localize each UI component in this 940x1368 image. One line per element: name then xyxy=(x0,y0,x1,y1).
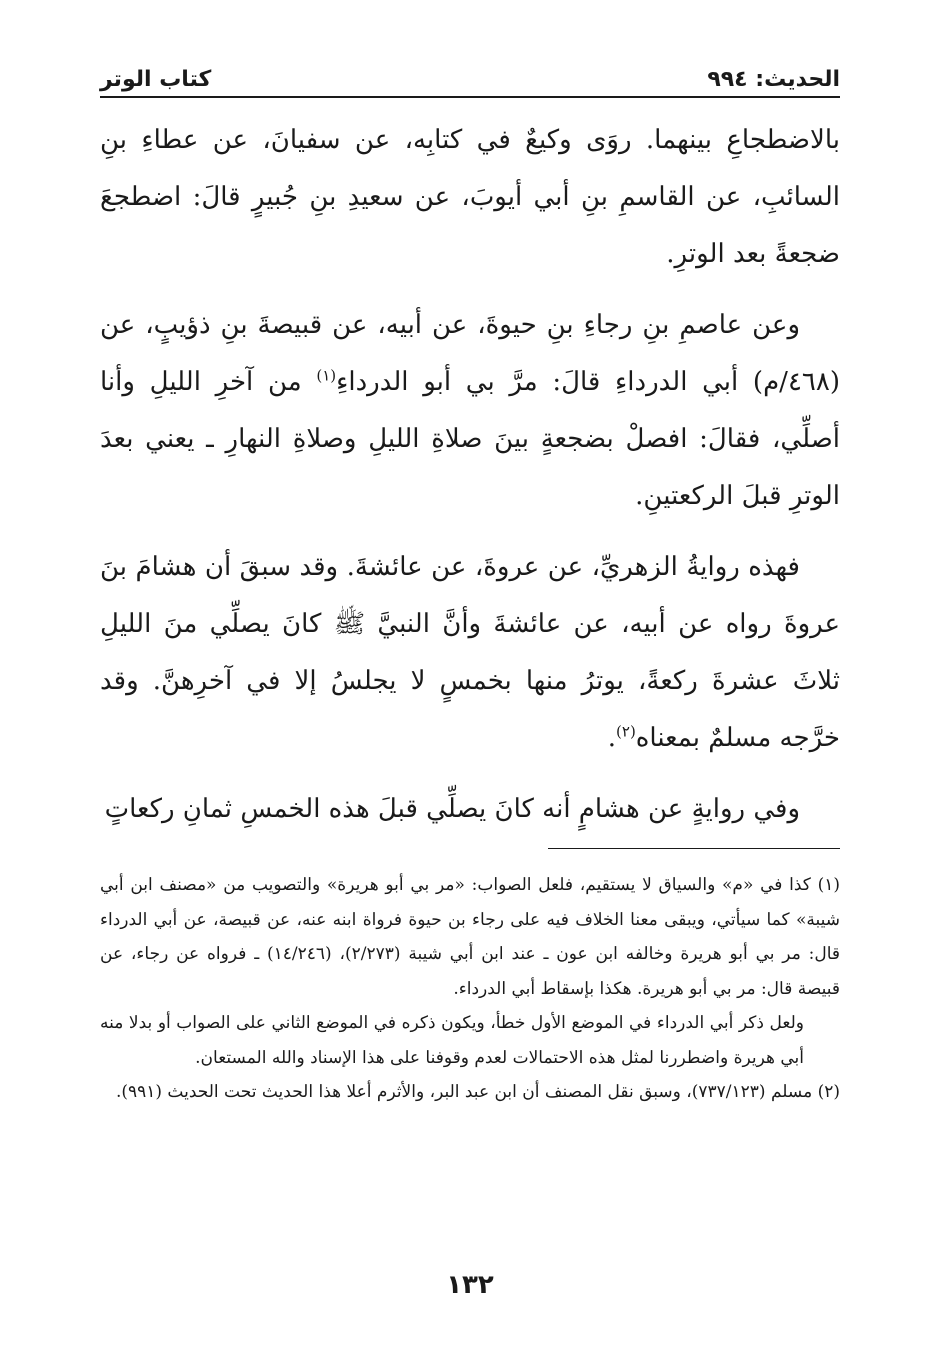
paragraph-2-text-a: وعن عاصمِ بنِ رجاءِ بنِ حيوةَ، عن أبيه، عن قبيصةَ بنِ ذؤيبٍ، عن (٤٦٨/م) أبي الدرداءِ قالَ: مرَّ بي أبو الدرداءِ xyxy=(100,310,840,397)
running-header xyxy=(100,58,840,92)
hadith-number: الحديث: ٩٩٤ xyxy=(707,67,840,92)
header-divider xyxy=(100,96,840,98)
main-text xyxy=(100,112,840,852)
footnote-ref-1[interactable]: (١) xyxy=(316,366,337,385)
footnote-ref-2[interactable]: (٢) xyxy=(616,722,636,741)
paragraph-3-text-a: فهذه روايةُ الزهريِّ، عن عروةَ، عن عائشةَ. وقد سبقَ أن هشامَ بنَ عروةَ رواه عن أبيه، عن عائشةَ وأنَّ النبيَّ ﷺ كانَ يصلِّي منَ الليلِ ثلاثَ عشرةَ ركعةً، يوترُ منها بخمسٍ لا يجلسُ إلا في آخرِهنَّ. وقد خرَّجه مسلمٌ بمعناه xyxy=(100,552,840,753)
paragraph-3 xyxy=(100,539,840,767)
footnote-2: (٢) مسلم (٧٣٧/١٢٣)، وسبق نقل المصنف أن ابن عبد البر، والأثرم أعلا هذا الحديث تحت الحديث (٩٩١). xyxy=(115,1082,840,1102)
footnotes xyxy=(100,868,840,1110)
paragraph-2-text-b: من آخرِ الليلِ وأنا أصلِّي، فقالَ: افصلْ بضجعةٍ بينَ صلاةِ الليلِ وصلاةِ النهارِ ـ يعني بعدَ الوترِ قبلَ الركعتينِ. xyxy=(100,367,840,511)
footnote-divider xyxy=(548,848,840,849)
footnote-1-continued: ولعل ذكر أبي الدرداء في الموضع الأول خطأ، ويكون ذكره في الموضع الثاني على الصواب أو بدلا منه أبي هريرة واضطررنا لمثل هذه الاحتمالات لعدم وقوفنا على هذا الإسناد والله المستعان. xyxy=(100,1013,804,1068)
book-title: كتاب الوتر xyxy=(100,67,212,92)
page-number: ١٣٢ xyxy=(446,1270,494,1300)
footnote-1: (١) كذا في «م» والسياق لا يستقيم، فلعل الصواب: «مر بي أبو هريرة» والتصويب من «مصنف ابن أبي شيبة» كما سيأتي، ويبقى معنا الخلاف فيه على رجاء بن حيوة فرواة ابنه عنه، عن قبيصة، عن أبي الدرداء قال: مر بي أبو هريرة وخالفه ابن عون ـ عند ابن أبي شيبة (٢/٢٧٣)، (١٤/٢٤٦) ـ فرواه عن رجاء، عن قبيصة قال: مر بي أبو هريرة. هكذا بإسقاط أبي الدرداء. xyxy=(100,875,841,999)
paragraph-2 xyxy=(100,297,840,525)
paragraph-4: وفي روايةٍ عن هشامٍ أنه كانَ يصلِّي قبلَ هذه الخمسِ ثمانِ ركعاتٍ xyxy=(104,794,800,824)
paragraph-3-text-b: . xyxy=(607,723,617,753)
paragraph-1: بالاضطجاعِ بينهما. روَى وكيعٌ في كتابِه، عن سفيانَ، عن عطاءِ بنِ السائبِ، عن القاسمِ بنِ أبي أيوبَ، عن سعيدِ بنِ جُبيرٍ قالَ: اضطجعَ ضجعةً بعد الوترِ. xyxy=(100,125,840,269)
